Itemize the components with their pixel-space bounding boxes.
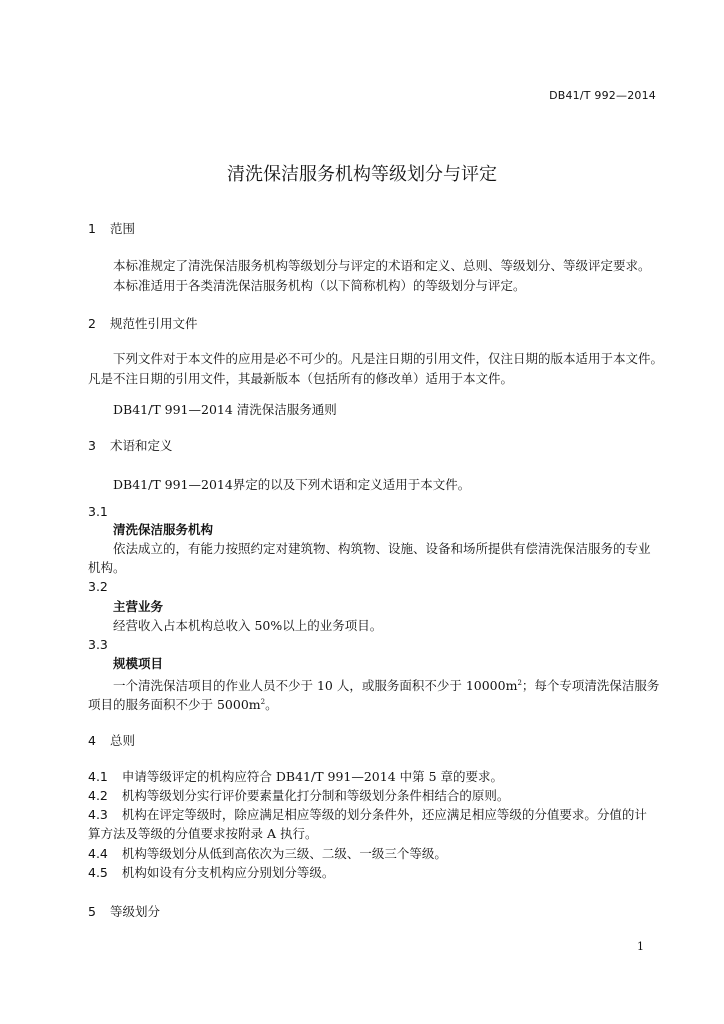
section-2-paragraph-line-2: 凡是不注日期的引用文件，其最新版本（包括所有的修改单）适用于本文件。 (88, 371, 514, 386)
clause-3-2-number: 3.2 (88, 579, 108, 594)
term-3-1: 清洗保洁服务机构 (113, 522, 214, 537)
normative-reference: DB41/T 991—2014 清洗保洁服务通则 (113, 402, 337, 417)
definition-3-3-line-2: 项目的服务面积不少于 $5000m^2$。 (88, 697, 278, 713)
definition-3-1-line-1: 依法成立的，有能力按照约定对建筑物、构筑物、设施、设备和场所提供有偿清洗保洁服务的专业 (113, 541, 651, 556)
term-3-2: 主营业务 (113, 599, 164, 614)
section-2-heading: 2 规范性引用文件 (88, 316, 198, 331)
section-3-intro: DB41/T 991—2014界定的以及下列术语和定义适用于本文件。 (113, 477, 471, 492)
section-1-paragraph-2: 本标准适用于各类清洗保洁服务机构（以下简称机构）的等级划分与评定。 (113, 278, 526, 293)
clause-4-3: 4.3 机构在评定等级时，除应满足相应等级的划分条件外，还应满足相应等级的分值要求。分值的计 (88, 807, 647, 822)
clause-4-4: 4.4 机构等级划分从低到高依次为三级、二级、一级三个等级。 (88, 846, 447, 861)
section-1-paragraph-1: 本标准规定了清洗保洁服务机构等级划分与评定的术语和定义、总则、等级划分、等级评定要求。 (113, 258, 651, 273)
section-4-heading: 4 总则 (88, 733, 135, 748)
page-number: 1 (637, 940, 644, 953)
clause-4-5: 4.5 机构如设有分支机构应分别划分等级。 (88, 865, 335, 880)
section-1-heading: 1 范围 (88, 221, 135, 236)
section-3-heading: 3 术语和定义 (88, 438, 173, 453)
document-title: 清洗保洁服务机构等级划分与评定 (227, 164, 497, 185)
clause-3-1-number: 3.1 (88, 504, 108, 519)
section-5-heading: 5 等级划分 (88, 904, 160, 919)
clause-4-1: 4.1 申请等级评定的机构应符合 DB41/T 991—2014 中第 5 章的要求。 (88, 769, 504, 784)
definition-3-3-line-1: 一个清洗保洁项目的作业人员不少于 10 人，或服务面积不少于 $10000m^2$；每个专项清洗保洁服务 (113, 678, 660, 694)
definition-3-2: 经营收入占本机构总收入 50%以上的业务项目。 (113, 618, 383, 633)
clause-3-3-number: 3.3 (88, 637, 108, 652)
clause-4-2: 4.2 机构等级划分实行评价要素量化打分制和等级划分条件相结合的原则。 (88, 788, 510, 803)
definition-3-1-line-2: 机构。 (88, 560, 126, 575)
clause-4-3-continued: 算方法及等级的分值要求按附录 A 执行。 (88, 826, 318, 841)
section-2-paragraph-line-1: 下列文件对于本文件的应用是必不可少的。凡是注日期的引用文件，仅注日期的版本适用于本文件。 (113, 351, 664, 366)
term-3-3: 规模项目 (113, 656, 164, 671)
document-code: DB41/T 992—2014 (549, 89, 656, 102)
